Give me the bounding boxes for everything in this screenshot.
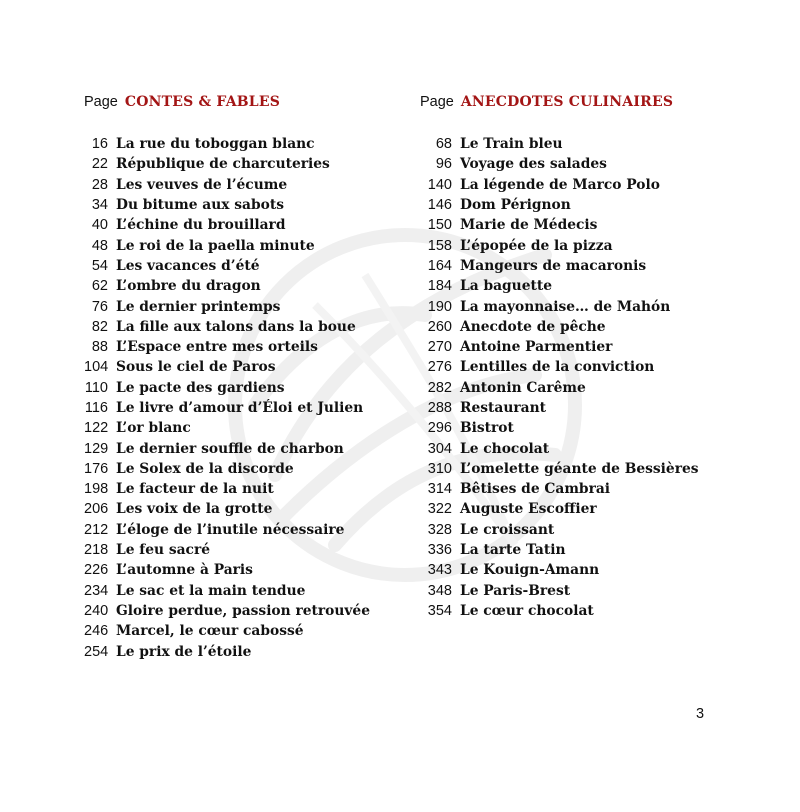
toc-entry <box>420 398 699 418</box>
page-label: Page <box>420 94 454 110</box>
toc-page-number: 76 <box>91 298 108 315</box>
page-label: Page <box>84 94 118 110</box>
toc-page-number: 198 <box>84 481 109 498</box>
toc-page-number: 176 <box>84 460 109 477</box>
toc-page-number: 254 <box>84 643 109 660</box>
toc-title: Bistrot <box>460 420 514 437</box>
toc-page-number: 129 <box>84 440 109 457</box>
toc-entry <box>84 215 370 235</box>
toc-title: Antoine Parmentier <box>460 339 613 356</box>
toc-page-number: 146 <box>427 197 452 214</box>
toc-title: Le prix de l’étoile <box>116 643 252 660</box>
toc-page-number: 48 <box>91 237 108 254</box>
toc-page-number: 68 <box>435 136 452 153</box>
toc-title: La fille aux talons dans la boue <box>116 318 356 335</box>
toc-page-number: 314 <box>427 481 452 498</box>
toc-entry <box>420 235 699 255</box>
toc-title: L’éloge de l’inutile nécessaire <box>116 521 345 538</box>
toc-entry <box>420 378 699 398</box>
toc-title: Marie de Médecis <box>460 217 598 234</box>
toc-page-number: 240 <box>84 602 109 619</box>
toc-title: Le dernier printemps <box>116 298 281 315</box>
toc-title: Le dernier souffle de charbon <box>116 440 344 457</box>
toc-page-number: 16 <box>91 136 108 153</box>
toc-entry <box>420 560 699 580</box>
toc-entry <box>420 520 699 540</box>
toc-title: Dom Pérignon <box>460 197 571 214</box>
toc-entry <box>84 499 370 519</box>
toc-entry <box>420 459 699 479</box>
toc-page-number: 288 <box>427 400 452 416</box>
toc-title: Du bitume aux sabots <box>116 197 284 214</box>
toc-title: L’Espace entre mes orteils <box>116 339 318 356</box>
toc-page-number: 88 <box>91 339 108 356</box>
toc-page-number: 234 <box>84 582 109 599</box>
toc-entry <box>420 337 699 357</box>
toc-entry <box>420 256 699 276</box>
toc-page-number: 184 <box>427 278 452 295</box>
toc-title: Le facteur de la nuit <box>116 481 274 498</box>
toc-entry <box>420 175 699 195</box>
toc-page-number: 276 <box>427 359 452 376</box>
contes-list <box>84 134 370 662</box>
toc-page-number: 336 <box>427 542 452 559</box>
toc-page-number: 304 <box>427 440 452 457</box>
anecdotes-column <box>420 94 699 621</box>
toc-page-number: 190 <box>427 298 452 315</box>
toc-page-number: 34 <box>91 197 108 214</box>
toc-page-number: 140 <box>427 176 452 193</box>
toc-page-number: 310 <box>427 460 452 477</box>
toc-page-number: 122 <box>84 420 109 437</box>
toc-entry <box>84 195 370 215</box>
toc-page-number: 164 <box>427 257 452 274</box>
toc-title: L’automne à Paris <box>116 562 253 579</box>
page-number: 3 <box>696 706 705 722</box>
toc-title: L’échine du brouillard <box>116 217 286 234</box>
toc-entry <box>84 418 370 438</box>
toc-title: Le roi de la paella minute <box>116 237 315 254</box>
toc-entry <box>84 235 370 255</box>
toc-entry <box>84 601 370 621</box>
toc-title: Auguste Escoffier <box>460 501 597 518</box>
toc-title: La baguette <box>460 278 553 295</box>
toc-entry <box>420 195 699 215</box>
toc-title: Le Kouign-Amann <box>460 562 600 579</box>
toc-entry <box>84 540 370 560</box>
toc-page-number: 218 <box>84 542 109 559</box>
toc-entry <box>84 357 370 377</box>
toc-page-number: 322 <box>427 501 452 518</box>
toc-title: Le Train bleu <box>460 136 563 153</box>
toc-page-number: 206 <box>84 501 109 518</box>
toc-entry <box>84 520 370 540</box>
toc-page-number: 54 <box>91 257 108 274</box>
toc-title: Marcel, le cœur cabossé <box>116 623 304 640</box>
toc-page-number: 328 <box>427 521 452 538</box>
toc-entry <box>84 317 370 337</box>
toc-entry <box>420 499 699 519</box>
toc-title: La rue du toboggan blanc <box>116 136 315 153</box>
toc-title: Restaurant <box>460 400 546 416</box>
toc-entry <box>420 276 699 296</box>
toc-entry <box>84 134 370 154</box>
toc-title: Bêtises de Cambrai <box>460 481 611 498</box>
toc-title: La mayonnaise… de Mahón <box>460 298 671 315</box>
toc-page-number: 270 <box>427 339 452 356</box>
toc-page-number: 116 <box>84 400 108 416</box>
toc-entry <box>420 581 699 601</box>
toc-entry <box>420 357 699 377</box>
toc-title: Les voix de la grotte <box>116 501 273 518</box>
toc-entry <box>84 621 370 641</box>
toc-page-number: 28 <box>91 176 108 193</box>
toc-page-number: 22 <box>91 156 108 173</box>
anecdotes-title: ANECDOTES CULINAIRES <box>460 94 674 110</box>
toc-title: Gloire perdue, passion retrouvée <box>116 602 370 619</box>
toc-title: Anecdote de pêche <box>460 318 606 335</box>
toc-entry <box>84 296 370 316</box>
toc-entry <box>420 438 699 458</box>
toc-title: L’ombre du dragon <box>116 278 261 295</box>
toc-title: La tarte Tatin <box>460 542 566 559</box>
toc-page-number: 104 <box>84 359 109 376</box>
toc-title: Le feu sacré <box>116 542 210 559</box>
toc-title: L’épopée de la pizza <box>460 237 613 254</box>
anecdotes-list <box>420 134 699 621</box>
toc-page-number: 282 <box>427 379 452 396</box>
toc-title: Sous le ciel de Paros <box>116 359 276 376</box>
toc-title: Voyage des salades <box>460 156 607 173</box>
toc-entry <box>420 154 699 174</box>
anecdotes-header <box>420 94 699 118</box>
toc-page-number: 296 <box>427 420 452 437</box>
toc-entry <box>84 276 370 296</box>
toc-title: Lentilles de la conviction <box>460 359 655 376</box>
toc-entry <box>420 479 699 499</box>
toc-entry <box>84 378 370 398</box>
toc-page-number: 40 <box>91 217 108 234</box>
toc-entry <box>84 154 370 174</box>
toc-title: Le chocolat <box>460 440 550 457</box>
toc-entry <box>84 459 370 479</box>
toc-entry <box>420 540 699 560</box>
contes-header <box>84 94 370 118</box>
toc-entry <box>420 215 699 235</box>
toc-entry <box>84 581 370 601</box>
toc-page-number: 354 <box>427 602 452 619</box>
toc-entry <box>84 479 370 499</box>
toc-page-number: 82 <box>91 318 108 335</box>
toc-page-number: 343 <box>427 562 452 579</box>
toc-title: La légende de Marco Polo <box>460 176 660 193</box>
toc-entry <box>84 560 370 580</box>
toc-page-number: 348 <box>427 582 452 599</box>
toc-page-number: 158 <box>427 237 452 254</box>
toc-title: Le pacte des gardiens <box>116 379 285 396</box>
toc-entry <box>420 317 699 337</box>
contes-column <box>84 94 370 662</box>
toc-page-number: 226 <box>84 562 109 579</box>
toc-title: Antonin Carême <box>460 379 586 396</box>
toc-title: Les vacances d’été <box>116 257 260 274</box>
toc-entry <box>420 134 699 154</box>
toc-entry <box>420 296 699 316</box>
toc-title: Le Solex de la discorde <box>116 460 294 477</box>
toc-title: Le croissant <box>460 521 555 538</box>
toc-entry <box>84 438 370 458</box>
toc-title: L’or blanc <box>116 420 191 437</box>
toc-entry <box>84 398 370 418</box>
toc-page-number: 62 <box>91 278 108 295</box>
toc-entry <box>84 256 370 276</box>
toc-entry <box>84 641 370 661</box>
toc-page-number: 212 <box>84 521 109 538</box>
toc-page-number: 96 <box>435 156 452 173</box>
toc-title: Le sac et la main tendue <box>116 582 306 599</box>
toc-page-number: 110 <box>84 379 108 396</box>
toc-title: Le cœur chocolat <box>460 602 594 619</box>
toc-entry <box>420 418 699 438</box>
toc-title: République de charcuteries <box>116 156 330 173</box>
toc-entry <box>84 337 370 357</box>
toc-entry <box>420 601 699 621</box>
toc-page-number: 246 <box>84 623 109 640</box>
toc-title: Le Paris-Brest <box>460 582 571 599</box>
toc-entry <box>84 175 370 195</box>
toc-title: Mangeurs de macaronis <box>460 257 647 274</box>
toc-title: Le livre d’amour d’Éloi et Julien <box>116 400 364 416</box>
toc-page-number: 260 <box>427 318 452 335</box>
contes-title: CONTES & FABLES <box>124 94 281 110</box>
toc-page-number: 150 <box>427 217 452 234</box>
toc-title: Les veuves de l’écume <box>116 176 288 193</box>
toc-title: L’omelette géante de Bessières <box>460 460 699 477</box>
